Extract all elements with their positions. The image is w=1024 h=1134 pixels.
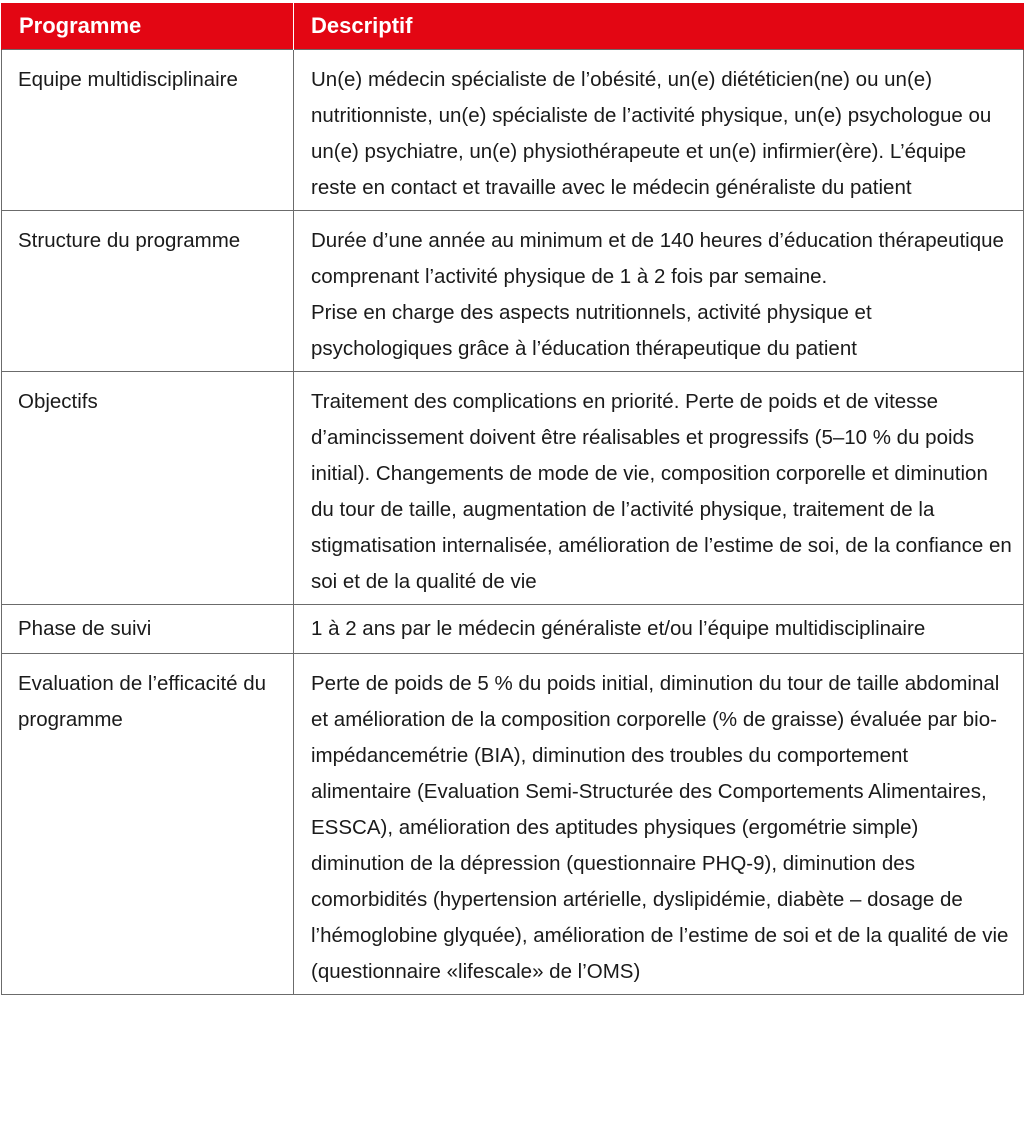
descriptif-cell bbox=[294, 605, 1024, 654]
programme-cell: Structure du programme bbox=[2, 211, 294, 372]
programme-cell: Evaluation de l’efficacité du programme bbox=[2, 654, 294, 995]
table-header bbox=[2, 3, 1024, 50]
header-descriptif: Descriptif bbox=[294, 3, 1024, 50]
table-row-structure bbox=[2, 211, 1024, 372]
table-row-equipe bbox=[2, 50, 1024, 211]
header-programme: Programme bbox=[2, 3, 294, 50]
programme-cell: Equipe multidisciplinaire bbox=[2, 50, 294, 211]
descriptif-cell bbox=[294, 654, 1024, 995]
descriptif-cell bbox=[294, 50, 1024, 211]
descriptif-paragraph: 1 à 2 ans par le médecin généraliste et/ou l’équipe multidisciplinaire bbox=[311, 617, 926, 640]
descriptif-paragraph: Perte de poids de 5 % du poids initial, diminution du tour de taille abdominal et amélioration de la composition corporelle (% de graisse) évaluée par bio-impédancemétrie (BIA), diminution des troubles du comportement alimentaire (Evaluation Semi-Structurée des Comportements Alimentaires, ESSCA), amélioration des aptitudes physiques (ergométrie simple) diminution de la dépression (questionnaire PHQ-9), diminution des comorbidités (hypertension artérielle, dyslipidémie, diabète – dosage de l’hémoglobine glyquée), amélioration de l’estime de soi et de la qualité de vie (questionnaire «lifescale» de l’OMS) bbox=[311, 672, 1009, 983]
table-row-objectifs bbox=[2, 372, 1024, 605]
programme-table bbox=[1, 3, 1024, 995]
descriptif-cell bbox=[294, 372, 1024, 605]
descriptif-paragraph: Durée d’une année au minimum et de 140 heures d’éducation thérapeutique comprenant l’activité physique de 1 à 2 fois par semaine. bbox=[311, 229, 1004, 288]
programme-cell: Phase de suivi bbox=[2, 605, 294, 654]
table-row-suivi bbox=[2, 605, 1024, 654]
header-row bbox=[2, 3, 1024, 50]
descriptif-paragraph: Un(e) médecin spécialiste de l’obésité, un(e) diététicien(ne) ou un(e) nutritionniste, un(e) spécialiste de l’activité physique, un(e) psychologue ou un(e) psychiatre, un(e) physiothérapeute et un(e) infirmier(ère). L’équipe reste en contact et travaille avec le médecin généraliste du patient bbox=[311, 68, 992, 199]
descriptif-cell bbox=[294, 211, 1024, 372]
descriptif-paragraph: Traitement des complications en priorité. Perte de poids et de vitesse d’amincissement doivent être réalisables et progressifs (5–10 % du poids initial). Changements de mode de vie, composition corporelle et diminution du tour de taille, augmentation de l’activité physique, traitement de la stigmatisation internalisée, amélioration de l’estime de soi, de la confiance en soi et de la qualité de vie bbox=[311, 390, 1012, 593]
table-row-evaluation bbox=[2, 654, 1024, 995]
descriptif-paragraph: Prise en charge des aspects nutritionnels, activité physique et psychologiques grâce à l’éducation thérapeutique du patient bbox=[311, 301, 872, 360]
programme-cell: Objectifs bbox=[2, 372, 294, 605]
